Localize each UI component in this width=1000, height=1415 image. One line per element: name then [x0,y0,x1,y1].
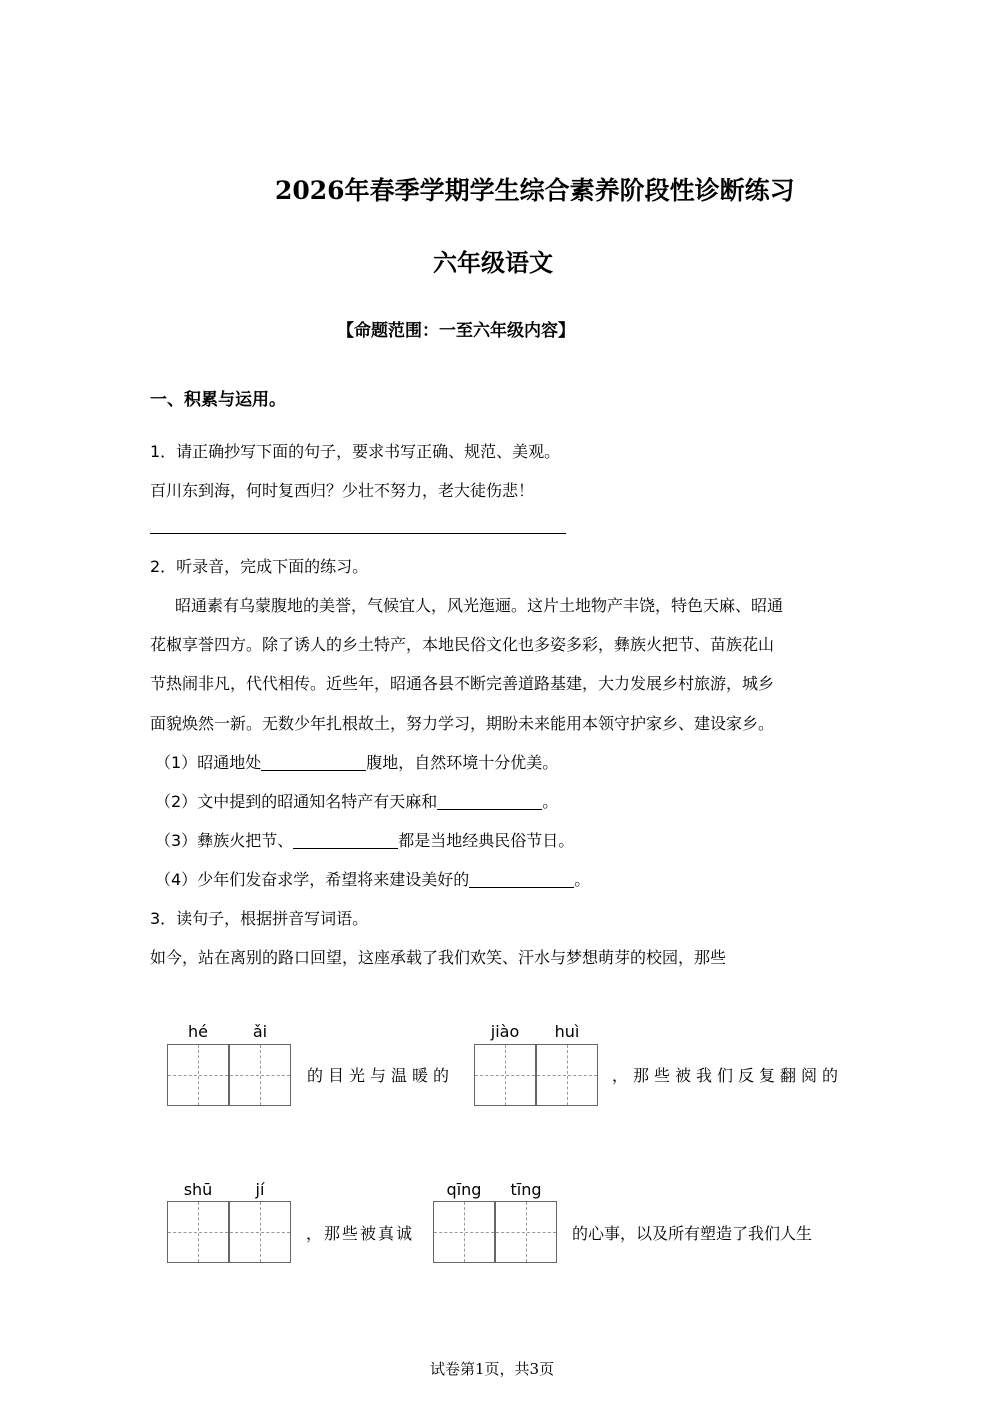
tian-grid-box[interactable] [536,1044,598,1106]
q2-item-4 [155,867,590,890]
q2-passage-line: 昭通素有乌蒙腹地的美誉，气候宜人，风光迤逦。这片土地物产丰饶，特色天麻、昭通 [175,596,784,615]
exam-scope: 【命题范围：一至六年级内容】 [337,321,575,341]
item-text-before: 彝族火把节、 [197,831,294,850]
q2-passage-line: 节热闹非凡，代代相传。近些年，昭通各县不断完善道路基建，大力发展乡村旅游，城乡 [150,674,775,693]
pinyin-label: shū [183,1180,213,1199]
exam-subtitle: 六年级语文 [433,249,553,277]
item-text-before: 少年们发奋求学，希望将来建设美好的 [197,870,470,889]
q3-row1-text: 的目光与温暖的 [307,1066,455,1085]
q2-passage-line: 面貌焕然一新。无数少年扎根故土，努力学习，期盼未来能用本领守护家乡、建设家乡。 [150,714,775,733]
page-footer: 试卷第1页，共3页 [430,1360,555,1378]
tian-grid-box[interactable] [474,1044,536,1106]
q1-sentence: 百川东到海，何时复西归？少壮不努力，老大徒伤悲！ [150,481,535,500]
pinyin-label: tīng [510,1180,542,1199]
pinyin-label: ǎi [252,1022,268,1041]
item-text-after: 腹地，自然环境十分优美。 [366,753,559,772]
tian-grid-box[interactable] [495,1201,557,1263]
tian-grid-box[interactable] [229,1201,291,1263]
q2-item-1 [155,750,558,773]
q2-item-2 [155,789,558,812]
item-text-after: 。 [574,870,591,889]
item-number: （1） [155,753,198,772]
pinyin-label: qīng [446,1180,482,1199]
tian-grid-box[interactable] [167,1044,229,1106]
q1-prompt: 1．请正确抄写下面的句子，要求书写正确、规范、美观。 [150,442,561,461]
answer-blank[interactable] [437,793,542,810]
q3-row1-text: ，那些被我们反复翻阅的 [612,1066,844,1085]
item-number: （2） [155,792,198,811]
exam-title: 2026年春季学期学生综合素养阶段性诊断练习 [275,176,795,205]
pinyin-label: jí [255,1180,265,1199]
item-text-before: 昭通地处 [197,753,262,772]
item-number: （4） [155,870,198,889]
q3-lead: 如今，站在离别的路口回望，这座承载了我们欢笑、汗水与梦想萌芽的校园，那些 [150,948,727,967]
tian-grid-box[interactable] [433,1201,495,1263]
q3-row2-text: 的心事，以及所有塑造了我们人生 [572,1224,813,1243]
q2-passage-line: 花椒享誉四方。除了诱人的乡土特产，本地民俗文化也多姿多彩，彝族火把节、苗族花山 [150,635,775,654]
tian-grid-box[interactable] [167,1201,229,1263]
q2-item-3 [155,828,574,851]
item-text-after: 。 [542,792,559,811]
q3-row2-text: ，那些被真诚 [306,1224,415,1243]
item-text-after: 都是当地经典民俗节日。 [398,831,575,850]
item-number: （3） [155,831,198,850]
answer-blank[interactable] [469,871,574,888]
item-text-before: 文中提到的昭通知名特产有天麻和 [197,792,438,811]
pinyin-label: huì [554,1022,580,1041]
answer-blank[interactable] [293,832,398,849]
q2-prompt: 2．听录音，完成下面的练习。 [150,557,369,576]
tian-grid-box[interactable] [229,1044,291,1106]
q1-answer-line[interactable] [150,533,566,534]
section-heading: 一、积累与运用。 [150,390,286,410]
answer-blank[interactable] [261,754,366,771]
pinyin-label: hé [188,1022,208,1041]
q3-prompt: 3．读句子，根据拼音写词语。 [150,909,369,928]
pinyin-label: jiào [490,1022,520,1041]
